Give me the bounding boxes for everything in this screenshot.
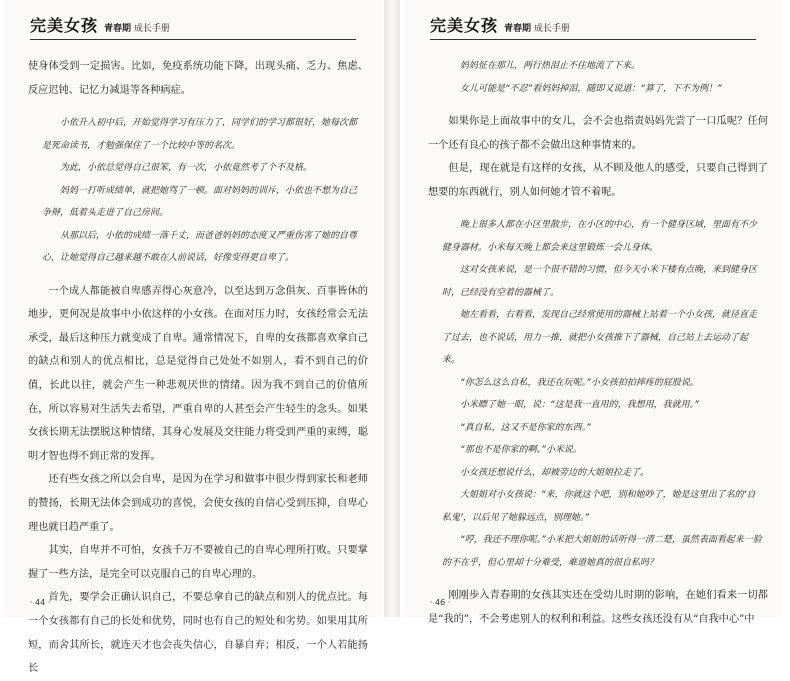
story-paragraph: “哼，我还不理你呢。”小米把大姐姐的话听得一清二楚，虽然表面看起来一脸的不在乎，但心里却十分难受，难道她真的很自私吗？ [442, 535, 762, 568]
story-paragraph: 从那以后，小依的成绩一落千丈，而爸爸妈妈的态度又严重伤害了她的自尊心，让她觉得自己越来越不敢在人前说话，好像变得更自卑了。 [42, 230, 358, 264]
header-book-title: 成长手册 [533, 24, 570, 34]
paragraph: 刚刚步入青春期的女孩其实还在受幼儿时期的影响，在她们看来一切都是“我的”，不会考虑别人的权利和利益。这些女孩还没有从“自我中心”中 [428, 590, 768, 625]
story-paragraph: “你怎么这么自私，我还在玩呢。”小女孩拍拍摔疼的屁股说。 [460, 377, 699, 388]
story-paragraph: 妈妈怔在那儿，两行热泪止不住地流了下来。 [460, 61, 641, 71]
story-paragraph: 晚上很多人都在小区里散步，在小区的中心，有一个健身区域，里面有不少健身器材。小米每天晚上都会来这里锻炼一会儿身体。 [442, 220, 758, 253]
left-page [4, 0, 382, 675]
page-body [428, 55, 768, 632]
story-paragraph: “真自私，这又不是你家的东西。” [460, 422, 591, 433]
header-series: 青春期 [504, 24, 532, 34]
story-paragraph: 这对女孩来说，是一个很不错的习惯，但今天小米下楼有点晚，来到健身区时，已经没有空着的器械了。 [442, 265, 758, 298]
header-subtitle [504, 21, 570, 34]
paragraph: 使身体受到一定损害。比如，免疫系统功能下降，出现头痛、乏力、焦虑、反应迟钝、记忆力减退等各种病症。 [28, 61, 368, 96]
paragraph: 但是，现在就是有这样的女孩，从不顾及他人的感受，只要自己得到了想要的东西就行，别人如何她才管不着呢。 [428, 163, 768, 198]
paragraph: 其实，自卑并不可怕，女孩千万不要被自己的自卑心理所打败。只要掌握了一些方法，是完全可以克服自己的自卑心理的。 [28, 545, 368, 580]
header-brand: 完美女孩 [430, 16, 499, 35]
book-gutter [384, 0, 400, 617]
header-book-title: 成长手册 [133, 24, 170, 34]
header-subtitle [104, 21, 170, 34]
paragraph: 首先，要学会正确认识自己，不要总拿自己的缺点和别人的优点比。每一个女孩都有自己的长处和优势，同时也有自己的短处和劣势。如果用其所短，而舍其所长，就连天才也会丧失信心，自暴自弃；相反，一个人若能扬长 [28, 592, 368, 675]
page-number: · 44 · [30, 598, 51, 607]
header-brand: 完美女孩 [30, 16, 99, 35]
running-header [30, 10, 356, 40]
running-header [430, 10, 756, 40]
story-paragraph: 她左看看，右看看，发现自己经常使用的器械上站着一个小女孩，就径直走了过去，也不说话，用力一推，就把小女孩推下了器械，自己站上去运动了起来。 [442, 310, 758, 366]
story-paragraph: 女儿可能是“不忍”看妈妈掉泪，随即又说道：“算了，下不为例！” [460, 83, 722, 94]
page-number: · 46 · [430, 598, 451, 607]
paragraph: 一个成人都能被自卑感弄得心灰意冷，以至达到万念俱灰、百事皆休的地步，更何况是故事中小依这样的小女孩。在面对压力时，女孩经常会无法承受，最后这种压力就变成了自卑。通常情况下，自卑的女孩都喜欢拿自己的缺点和别人的优点相比，总是觉得自己处处不如别人，看不到自己的价值，长此以往，就会产生一种悲观厌世的情绪。因为我不到自己的价值所在，所以容易对生活失去希望，严重自卑的人甚至会产生轻生的念头。如果女孩长期无法摆脱这种情绪，其身心发展及交往能力将受到严重的束缚，聪明才智也得不到正常的发挥。 [28, 285, 368, 462]
story-paragraph: 小米瞟了她一眼，说：“这是我一直用的，我想用，我就用。” [460, 400, 699, 411]
paragraph: 如果你是上面故事中的女儿，会不会也指责妈妈先尝了一口瓜呢？任何一个还有良心的孩子都不会做出这种事情来的。 [428, 116, 768, 151]
right-page [404, 0, 782, 625]
story-paragraph: 小依升入初中后，开始觉得学习有压力了，同学们的学习都很好，她每次都是死命读书，才勉强保住了一个比较中等的名次。 [42, 118, 358, 151]
story-paragraph: 妈妈一打听成绩单，就把她骂了一顿。面对妈妈的训斥，小依也不想为自己争辩，低着头走进了自己房间。 [42, 185, 358, 219]
paragraph: 还有些女孩之所以会自卑，是因为在学习和做事中很少得到家长和老师的赞扬，长期无法体会到成功的喜悦，会使女孩的自信心受到压抑，自卑心理也就日趋严重了。 [28, 474, 368, 533]
story-paragraph: “那也不是你家的啊。”小米说。 [460, 445, 582, 456]
page-body [28, 55, 368, 681]
story-paragraph: 小女孩还想说什么，却被旁边的大姐姐拉走了。 [460, 467, 650, 478]
story-paragraph: 大姐姐对小女孩说：“来，你就这个吧，别和她吵了，她是这里出了名的‘自私鬼’，以后见了她躲远点，别理她。” [442, 490, 756, 523]
header-series: 青春期 [104, 24, 132, 34]
story-paragraph: 为此，小依总觉得自己很笨，有一次，小依竟然考了个不及格。 [60, 163, 313, 174]
